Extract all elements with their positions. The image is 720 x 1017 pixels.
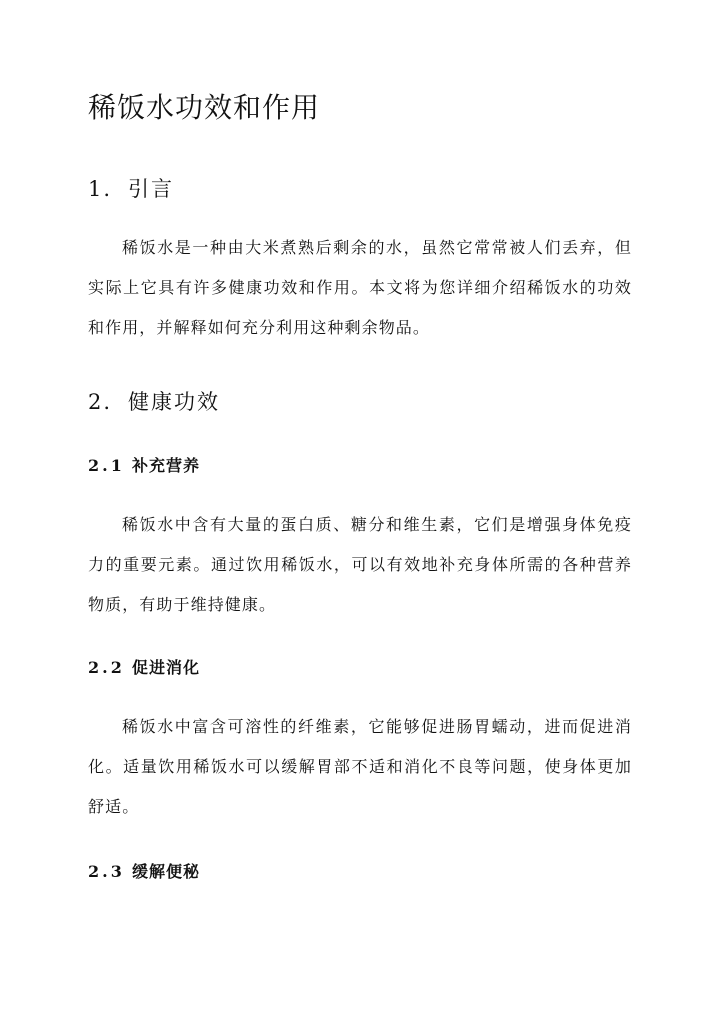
section-heading-intro — [88, 174, 174, 204]
section-number: 1. — [88, 177, 113, 201]
section-number: 2. — [88, 390, 113, 414]
subsection-title: 促进消化 — [132, 658, 201, 677]
paragraph-nutrition: 稀饭水中含有大量的蛋白质、糖分和维生素，它们是增强身体免疫力的重要元素。通过饮用稀饭水，可以有效地补充身体所需的各种营养物质，有助于维持健康。 — [88, 515, 632, 614]
paragraph-intro: 稀饭水是一种由大米煮熟后剩余的水，虽然它常常被人们丢弃，但实际上它具有许多健康功效和作用。本文将为您详细介绍稀饭水的功效和作用，并解释如何充分利用这种剩余物品。 — [88, 238, 632, 337]
subsection-number: 2.2 — [88, 658, 125, 677]
document-title: 稀饭水功效和作用 — [88, 91, 321, 124]
paragraph-digestion: 稀饭水中富含可溶性的纤维素，它能够促进肠胃蠕动，进而促进消化。适量饮用稀饭水可以缓解胃部不适和消化不良等问题，使身体更加舒适。 — [88, 717, 632, 816]
subsection-heading-digestion — [88, 656, 200, 680]
section-title: 引言 — [128, 177, 174, 201]
subsection-number: 2.1 — [88, 456, 125, 475]
subsection-heading-nutrition — [88, 454, 200, 478]
section-title: 健康功效 — [128, 390, 220, 414]
subsection-title: 补充营养 — [132, 456, 201, 475]
subsection-number: 2.3 — [88, 862, 125, 881]
document-page — [88, 0, 632, 1017]
subsection-title: 缓解便秘 — [132, 862, 201, 881]
section-heading-health-benefits — [88, 387, 220, 417]
subsection-heading-constipation — [88, 860, 200, 884]
